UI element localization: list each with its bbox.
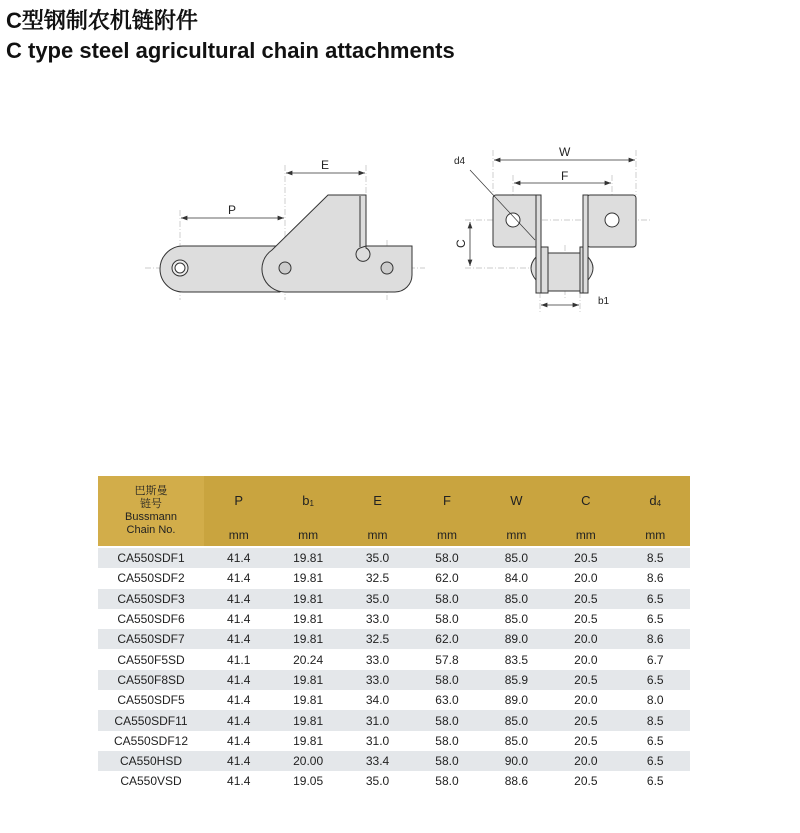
- value-cell: 58.0: [412, 670, 481, 690]
- table-row: [98, 568, 690, 588]
- value-cell: 57.8: [435, 652, 459, 667]
- value-cell: 41.4: [204, 670, 273, 690]
- value-cell: 8.6: [646, 571, 664, 586]
- value-cell: 41.4: [227, 774, 251, 789]
- col-header: [482, 476, 551, 524]
- value-cell: 20.0: [574, 693, 598, 708]
- col-name: P: [234, 492, 244, 508]
- value-cell: 62.0: [412, 629, 481, 649]
- value-cell: 85.0: [482, 710, 551, 730]
- label-C: C: [454, 239, 468, 248]
- value-cell: 41.4: [227, 733, 251, 748]
- header-en-2: Chain No.: [126, 524, 176, 536]
- value-cell: 6.5: [646, 733, 664, 748]
- value-cell: 6.5: [646, 774, 664, 789]
- value-cell: 8.5: [621, 548, 690, 568]
- col-header: [204, 476, 273, 524]
- value-cell: 19.81: [273, 589, 342, 609]
- value-cell: 84.0: [504, 571, 529, 586]
- value-cell: 19.81: [273, 710, 342, 730]
- unit-label: mm: [482, 524, 551, 546]
- table-row: [98, 589, 690, 609]
- value-cell: 58.0: [435, 612, 459, 627]
- value-cell: 19.81: [273, 670, 342, 690]
- table-row: [98, 731, 690, 751]
- value-cell: 31.0: [343, 710, 412, 730]
- chain-no-cell: CA550SDF1: [98, 548, 204, 568]
- label-E: E: [321, 158, 330, 172]
- unit-label: mm: [621, 524, 690, 546]
- value-cell: 58.0: [412, 710, 481, 730]
- col-header: [412, 476, 481, 524]
- value-cell: 20.5: [574, 733, 598, 748]
- value-cell: 35.0: [343, 589, 412, 609]
- col-header: [551, 476, 620, 524]
- value-cell: 20.5: [551, 670, 620, 690]
- chain-no-cell: CA550SDF5: [117, 693, 185, 708]
- value-cell: 58.0: [435, 774, 459, 789]
- value-cell: 58.0: [435, 733, 459, 748]
- value-cell: 6.5: [646, 612, 664, 627]
- value-cell: 58.0: [412, 548, 481, 568]
- title-english: C type steel agricultural chain attachments: [6, 38, 455, 63]
- table-row: [98, 629, 690, 649]
- value-cell: 41.4: [227, 612, 251, 627]
- table-row: [98, 609, 690, 629]
- header-cn-2: 链号: [140, 498, 162, 510]
- label-b1: b1: [598, 296, 610, 307]
- value-cell: 88.6: [504, 774, 529, 789]
- chain-attachment-diagram: [0, 0, 800, 340]
- table-row: [98, 690, 690, 710]
- value-cell: 20.24: [293, 652, 324, 667]
- value-cell: 20.0: [551, 751, 620, 771]
- value-cell: 58.0: [412, 589, 481, 609]
- value-cell: 31.0: [365, 733, 390, 748]
- value-cell: 32.5: [343, 629, 412, 649]
- value-cell: 58.0: [412, 751, 481, 771]
- col-sub: 4: [656, 498, 662, 508]
- chain-no-cell: CA550SDF7: [98, 629, 204, 649]
- chain-no-cell: CA550F8SD: [98, 670, 204, 690]
- title-chinese: C型钢制农机链附件: [6, 8, 198, 33]
- header-en-1: Bussmann: [125, 511, 177, 523]
- col-header: [343, 476, 412, 524]
- value-cell: 20.5: [551, 710, 620, 730]
- value-cell: 89.0: [482, 629, 551, 649]
- value-cell: 85.0: [504, 612, 529, 627]
- table-row: [98, 710, 690, 730]
- value-cell: 33.0: [343, 670, 412, 690]
- value-cell: 41.4: [204, 710, 273, 730]
- value-cell: 33.0: [365, 652, 390, 667]
- label-P: P: [228, 203, 237, 217]
- value-cell: 20.0: [551, 629, 620, 649]
- unit-label: mm: [551, 524, 620, 546]
- col-name: b: [302, 492, 310, 508]
- value-cell: 6.5: [621, 589, 690, 609]
- unit-label: mm: [412, 524, 481, 546]
- unit-label: mm: [343, 524, 412, 546]
- value-cell: 41.4: [204, 548, 273, 568]
- value-cell: 19.81: [273, 548, 342, 568]
- value-cell: 8.5: [621, 710, 690, 730]
- value-cell: 41.4: [204, 751, 273, 771]
- value-cell: 35.0: [343, 548, 412, 568]
- table-row: [98, 649, 690, 669]
- chain-no-cell: CA550SDF12: [113, 733, 189, 748]
- col-header: [621, 476, 690, 524]
- attachment-plate: [262, 195, 412, 292]
- value-cell: 8.0: [646, 693, 664, 708]
- table-row: [98, 548, 690, 568]
- value-cell: 85.9: [482, 670, 551, 690]
- value-cell: 34.0: [365, 693, 390, 708]
- value-cell: 19.81: [293, 693, 324, 708]
- header-cn-1: 巴斯曼: [134, 485, 168, 497]
- value-cell: 41.4: [204, 629, 273, 649]
- value-cell: 33.0: [365, 612, 390, 627]
- value-cell: 20.5: [551, 589, 620, 609]
- chain-no-cell: CA550SDF3: [98, 589, 204, 609]
- value-cell: 89.0: [504, 693, 529, 708]
- value-cell: 41.4: [227, 571, 251, 586]
- col-header: [273, 476, 342, 524]
- value-cell: 20.0: [574, 652, 598, 667]
- chain-no-cell: CA550HSD: [98, 751, 204, 771]
- value-cell: 20.5: [551, 548, 620, 568]
- value-cell: 20.5: [574, 612, 598, 627]
- value-cell: 85.0: [482, 589, 551, 609]
- label-W: W: [559, 145, 571, 159]
- chain-no-cell: CA550F5SD: [117, 652, 185, 667]
- table-row: [98, 771, 690, 791]
- col-name: F: [443, 492, 451, 508]
- value-cell: 19.05: [293, 774, 324, 789]
- col-name: E: [373, 492, 382, 508]
- value-cell: 41.4: [204, 589, 273, 609]
- col-name: W: [510, 492, 523, 508]
- chain-no-cell: CA550SDF11: [98, 710, 204, 730]
- value-cell: 6.7: [646, 652, 664, 667]
- value-cell: 20.00: [273, 751, 342, 771]
- value-cell: 20.0: [574, 571, 598, 586]
- value-cell: 83.5: [504, 652, 529, 667]
- value-cell: 63.0: [435, 693, 459, 708]
- value-cell: 35.0: [365, 774, 390, 789]
- value-cell: 8.6: [621, 629, 690, 649]
- value-cell: 85.0: [504, 733, 529, 748]
- value-cell: 32.5: [365, 571, 390, 586]
- chain-no-cell: CA550SDF6: [117, 612, 185, 627]
- value-cell: 90.0: [482, 751, 551, 771]
- value-cell: 19.81: [293, 571, 324, 586]
- table-row: [98, 751, 690, 771]
- value-cell: 62.0: [435, 571, 459, 586]
- value-cell: 20.5: [574, 774, 598, 789]
- chain-no-cell: CA550VSD: [120, 774, 182, 789]
- col-name: d: [649, 492, 657, 508]
- value-cell: 33.4: [343, 751, 412, 771]
- unit-label: mm: [273, 524, 342, 546]
- col-sub: 1: [309, 498, 314, 508]
- col-name: C: [581, 492, 591, 508]
- chain-no-cell: CA550SDF2: [117, 571, 185, 586]
- value-cell: 85.0: [482, 548, 551, 568]
- table-row: [98, 670, 690, 690]
- value-cell: 6.5: [621, 751, 690, 771]
- value-cell: 19.81: [293, 612, 324, 627]
- value-cell: 19.81: [273, 629, 342, 649]
- unit-label: mm: [204, 524, 273, 546]
- value-cell: 19.81: [293, 733, 324, 748]
- label-d4: d4: [454, 156, 466, 167]
- label-F: F: [561, 169, 569, 183]
- specification-table: [98, 476, 690, 792]
- chain-no-header: [98, 476, 204, 546]
- value-cell: 41.1: [227, 652, 251, 667]
- value-cell: 6.5: [621, 670, 690, 690]
- value-cell: 41.4: [227, 693, 251, 708]
